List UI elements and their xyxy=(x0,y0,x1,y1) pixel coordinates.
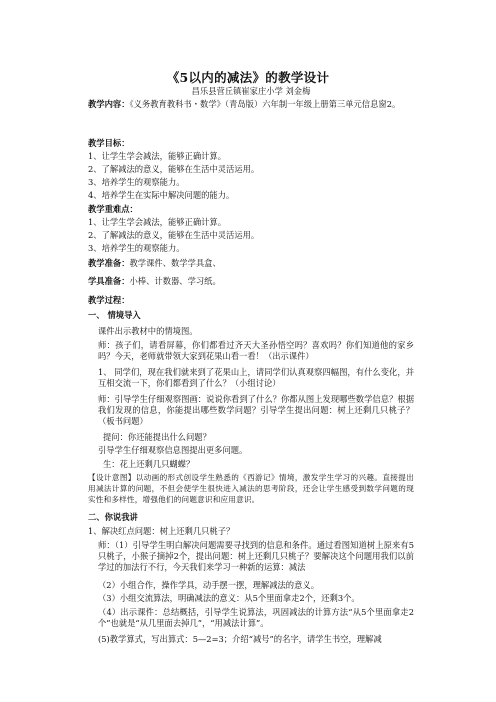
paragraph: （4）出示课件：总结概括，引导学生说算法，巩固减法的计算方法“从5个里面拿走2个”也就是“从几里面去掉几”，“用减法计算”。 xyxy=(98,607,414,628)
design-note: 【设计意图】以动画的形式创设学生熟悉的《西游记》情境，激发学生学习的兴趣。直接提出用减法计算的问题，不但会使学生很快进入减法的思考阶段，还会让学生感受到数学问题的现实性和多样性，增强他们的问题意识和应用意识。 xyxy=(88,473,414,504)
process-heading: 教学过程： xyxy=(88,295,130,305)
goals-heading: 教学目标： xyxy=(88,138,130,148)
tools-text: 小棒、计数器、学习纸。 xyxy=(129,276,221,286)
key-point-item: 2、了解减法的意义，能够在生活中灵活运用。 xyxy=(88,230,260,240)
paragraph: (5)教学算式，写出算式：5—2=3；介绍“减号”的名字，请学生书空，理解减 xyxy=(98,634,382,644)
tools-label: 学具准备： xyxy=(88,276,130,286)
paragraph: 师：孩子们，请看屏幕，你们都看过齐天大圣孙悟空吗？喜欢吗？你们知道他的家乡吗？今天，老师就带领大家到花果山看一看！（出示课件） xyxy=(98,340,414,361)
key-point-item: 1、让学生学会减法，能够正确计算。 xyxy=(88,217,227,227)
document-title: 《5以内的减法》的教学设计 xyxy=(166,70,330,85)
section-heading: 一、 情境导入 xyxy=(88,310,141,320)
key-points-heading: 教学重难点： xyxy=(88,204,138,214)
paragraph: 师：引导学生仔细观察图画：说说你看到了什么？你都从图上发现哪些数学信息？根据我们发现的信息，你能提出哪些数学问题？引导学生提出问题：树上还剩几只桃子？（板书问题） xyxy=(98,394,414,426)
prep-text: 教学课件、数学学具盒、 xyxy=(129,258,221,268)
paragraph: 课件出示教材中的情境图。 xyxy=(98,326,198,336)
section-heading: 二、你说我讲 xyxy=(88,512,138,522)
paragraph: （3）小组交流算法，明确减法的意义：从5个里面拿走2个，还剩3个。 xyxy=(98,593,360,603)
goal-item: 1、让学生学会减法，能够正确计算。 xyxy=(88,151,227,161)
paragraph: 师：（1）引导学生明白解决问题需要寻找到的信息和条件。通过看图知道树上原来有5只桃子，小猴子摘掉2个，提出问题：树上还剩几只桃子？要解决这个问题用我们以前学过的加法行不行，今天我们来学习一种新的运算：减法 xyxy=(98,540,414,572)
key-point-item: 3、培养学生的观察能力。 xyxy=(88,243,185,253)
content-label: 教学内容： xyxy=(88,99,130,109)
goal-item: 4、培养学生在实际中解决问题的能力。 xyxy=(88,190,235,200)
tools-line xyxy=(88,276,414,287)
paragraph: 生：花上还剩几只蝴蝶？ xyxy=(103,459,195,469)
prep-label: 教学准备： xyxy=(88,258,130,268)
author-line: 昌乐县营丘镇崔家庄小学 刘金梅 xyxy=(191,86,311,96)
paragraph: 引导学生仔细观察信息图提出更多问题。 xyxy=(98,445,248,455)
paragraph: 1、解决红点问题：树上还剩几只桃子？ xyxy=(88,526,235,536)
goal-item: 3、培养学生的观察能力。 xyxy=(88,177,185,187)
paragraph: （2）小组合作，操作学具，动手摆一摆，理解减法的意义。 xyxy=(98,580,319,590)
paragraph: 提问：你还能提出什么问题？ xyxy=(103,432,211,442)
content-paragraph xyxy=(88,99,414,122)
content-text: 《义务教育教科书・数学》（青岛版）六年制一年级上册第三单元信息窗2。 xyxy=(129,99,401,109)
paragraph: 1、 同学们，现在我们就来到了花果山上，请同学们认真观察四幅图，有什么变化，并互相交流一下，你们都看到了什么？（小组讨论） xyxy=(98,367,414,388)
goal-item: 2、了解减法的意义，能够在生活中灵活运用。 xyxy=(88,164,260,174)
prep-line xyxy=(88,258,414,269)
